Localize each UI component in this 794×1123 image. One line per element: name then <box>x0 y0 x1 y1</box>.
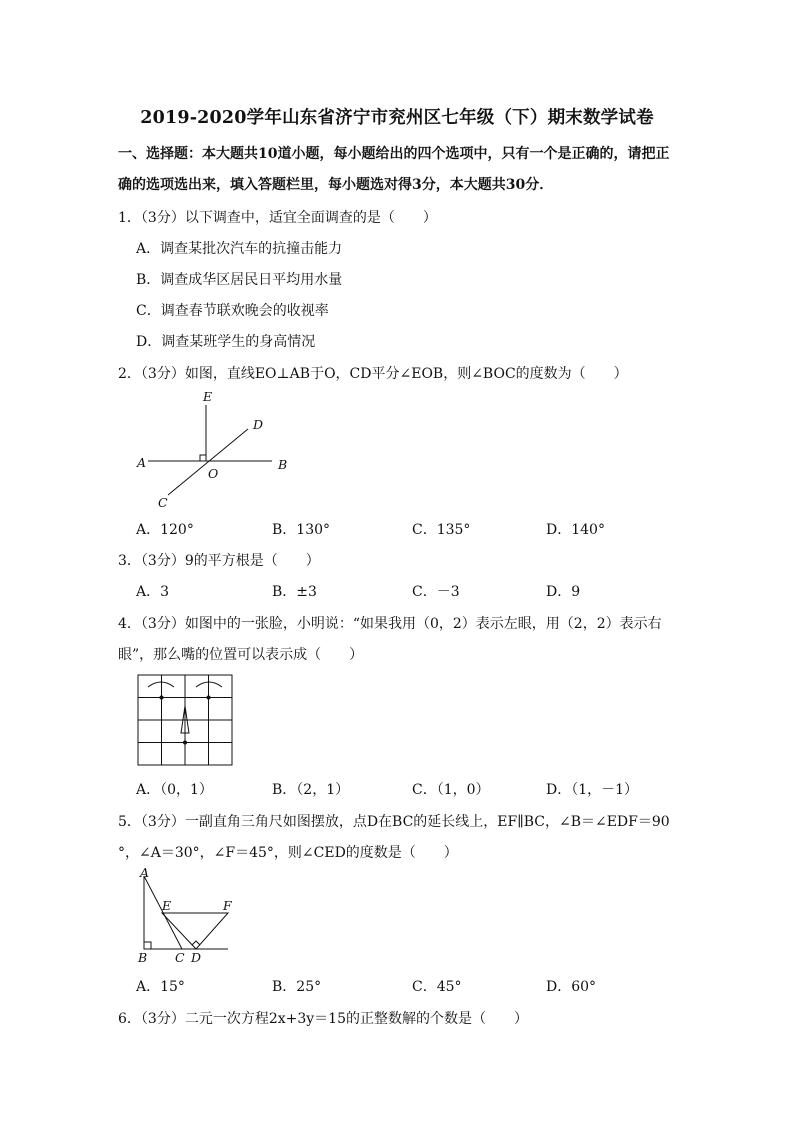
question-5-option-a: A．15° <box>136 979 185 995</box>
section-heading <box>118 139 680 201</box>
label-f: F <box>223 898 232 913</box>
page-title: 2019-2020学年山东省济宁市兖州区七年级（下）期末数学试卷 <box>140 108 654 128</box>
question-4-option-d: D．（1，－1） <box>546 782 639 798</box>
question-4-option-a: A．（0，1） <box>136 782 213 798</box>
question-4-option-c: C．（1，0） <box>412 782 490 798</box>
label-b: B <box>138 950 148 965</box>
question-3-option-c: C．－3 <box>412 584 460 600</box>
question-2-option-c: C．135° <box>412 522 471 538</box>
question-5-option-d: D．60° <box>546 979 597 995</box>
question-4-stem-line-2: 眼”，那么嘴的位置可以表示成（ ） <box>118 647 364 663</box>
question-5-stem-line-1: 5．（3分）一副直角三角尺如图摆放，点D在BC的延长线上，EF∥BC，∠B＝∠EDF＝90 <box>118 814 670 830</box>
triangle-edf <box>162 913 228 949</box>
question-2-option-a: A．120° <box>136 522 194 538</box>
label-d: D <box>191 950 202 965</box>
label-a: A <box>140 866 150 880</box>
right-eye <box>207 696 211 700</box>
left-eye <box>160 696 164 700</box>
question-1-option-b: B．调查成华区居民日平均用水量 <box>136 272 343 288</box>
question-5-option-c: C．45° <box>412 979 462 995</box>
right-angle-b <box>144 942 151 949</box>
question-2-option-b: B．130° <box>272 522 331 538</box>
question-2-option-d: D．140° <box>546 522 605 538</box>
section-heading-line-1: 一、选择题：本大题共10道小题，每小题给出的四个选项中，只有一个是正确的，请把正 <box>118 146 670 162</box>
question-1-option-d: D．调查某班学生的身高情况 <box>136 334 316 350</box>
question-1-option-a: A．调查某批次汽车的抗撞击能力 <box>136 241 343 257</box>
line-cd <box>168 429 248 495</box>
label-a: A <box>137 455 147 470</box>
question-3-stem: 3．（3分）9的平方根是（ ） <box>118 553 320 569</box>
question-2-figure <box>130 387 300 512</box>
question-2-stem: 2．（3分）如图，直线EO⊥AB于O，CD平分∠EOB，则∠BOC的度数为（ ） <box>118 366 628 382</box>
label-b: B <box>278 457 288 472</box>
label-e: E <box>162 898 172 913</box>
label-c: C <box>175 950 185 965</box>
section-heading-line-2: 确的选项选出来，填入答题栏里，每小题选对得3分，本大题共30分． <box>118 177 554 193</box>
question-4-option-b: B．（2，1） <box>272 782 350 798</box>
mouth <box>183 741 187 745</box>
question-3-option-d: D．9 <box>546 584 581 600</box>
question-5-stem-line-2: °，∠A＝30°，∠F＝45°，则∠CED的度数是（ ） <box>118 845 458 861</box>
question-1-stem: 1．（3分）以下调查中，适宜全面调查的是（ ） <box>118 210 437 226</box>
label-d: D <box>253 417 264 432</box>
question-1-option-c: C．调查春节联欢晚会的收视率 <box>136 303 329 319</box>
question-5-option-b: B．25° <box>272 979 322 995</box>
question-3-option-b: B．±3 <box>272 584 317 600</box>
question-3-option-a: A．3 <box>136 584 170 600</box>
label-c: C <box>158 495 168 510</box>
question-5-figure <box>130 866 240 968</box>
question-4-face-grid <box>136 673 236 767</box>
label-o: O <box>208 466 219 481</box>
right-angle-d <box>192 941 200 945</box>
label-e: E <box>203 389 213 404</box>
question-4-stem-line-1: 4．（3分）如图中的一张脸，小明说：“如果我用（0，2）表示左眼，用（2，2）表示右 <box>118 616 662 632</box>
question-6-stem: 6．（3分）二元一次方程2x+3y＝15的正整数解的个数是（ ） <box>118 1011 528 1027</box>
right-angle-mark <box>200 455 206 461</box>
